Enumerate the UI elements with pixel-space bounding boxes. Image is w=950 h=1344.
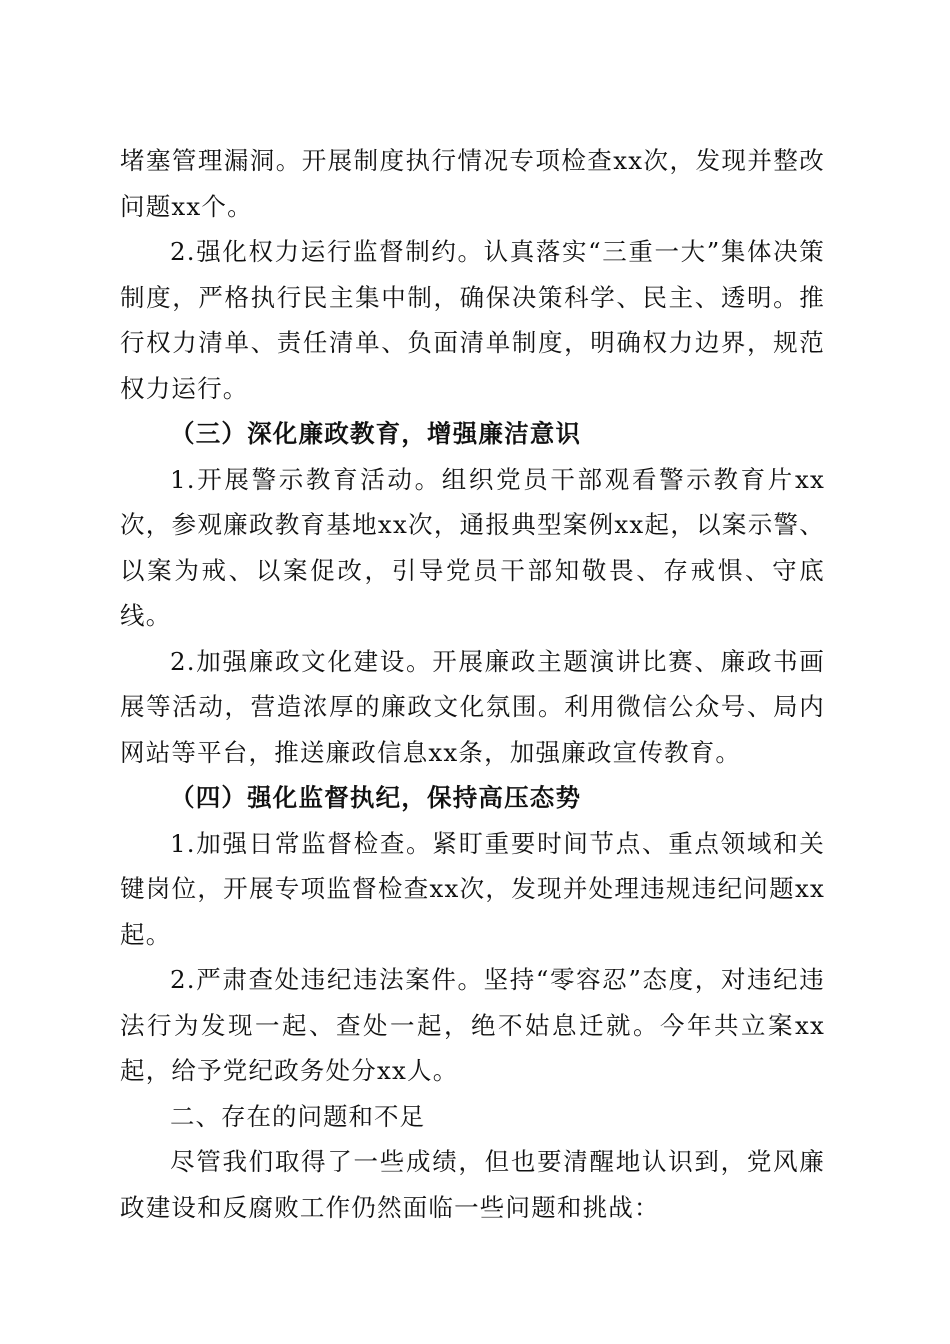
- paragraph-daily-supervision: 1.加强日常监督检查。紧盯重要时间节点、重点领域和关键岗位，开展专项监督检查xx次，发现并处理违规违纪问题xx起。: [120, 828, 825, 949]
- paragraph-integrity-culture: 2.加强廉政文化建设。开展廉政主题演讲比赛、廉政书画展等活动，营造浓厚的廉政文化氛围。利用微信公众号、局内网站等平台，推送廉政信息xx条，加强廉政宣传教育。: [120, 646, 825, 767]
- paragraph-warning-education: 1.开展警示教育活动。组织党员干部观看警示教育片xx次，参观廉政教育基地xx次，通报典型案例xx起，以案示警、以案为戒、以案促改，引导党员干部知敬畏、存戒惧、守底线。: [120, 464, 825, 630]
- paragraph-problems-intro: 尽管我们取得了一些成绩，但也要清醒地认识到，党风廉政建设和反腐败工作仍然面临一些问题和挑战：: [120, 1147, 825, 1222]
- section-heading-problems: 二、存在的问题和不足: [170, 1101, 425, 1131]
- paragraph-power-supervision: 2.强化权力运行监督制约。认真落实“三重一大”集体决策制度，严格执行民主集中制，确保决策科学、民主、透明。推行权力清单、责任清单、负面清单制度，明确权力边界，规范权力运行。: [120, 237, 825, 403]
- subheading-integrity-education: （三）深化廉政教育，增强廉洁意识: [170, 419, 582, 448]
- document-body: [120, 138, 825, 1230]
- paragraph-case-investigation: 2.严肃查处违纪违法案件。坚持“零容忍”态度，对违纪违法行为发现一起、查处一起，绝不姑息迁就。今年共立案xx起，给予党纪政务处分xx人。: [120, 965, 825, 1085]
- subheading-supervision-discipline: （四）强化监督执纪，保持高压态势: [170, 783, 582, 812]
- paragraph-continuation: 堵塞管理漏洞。开展制度执行情况专项检查xx次，发现并整改问题xx个。: [120, 146, 825, 221]
